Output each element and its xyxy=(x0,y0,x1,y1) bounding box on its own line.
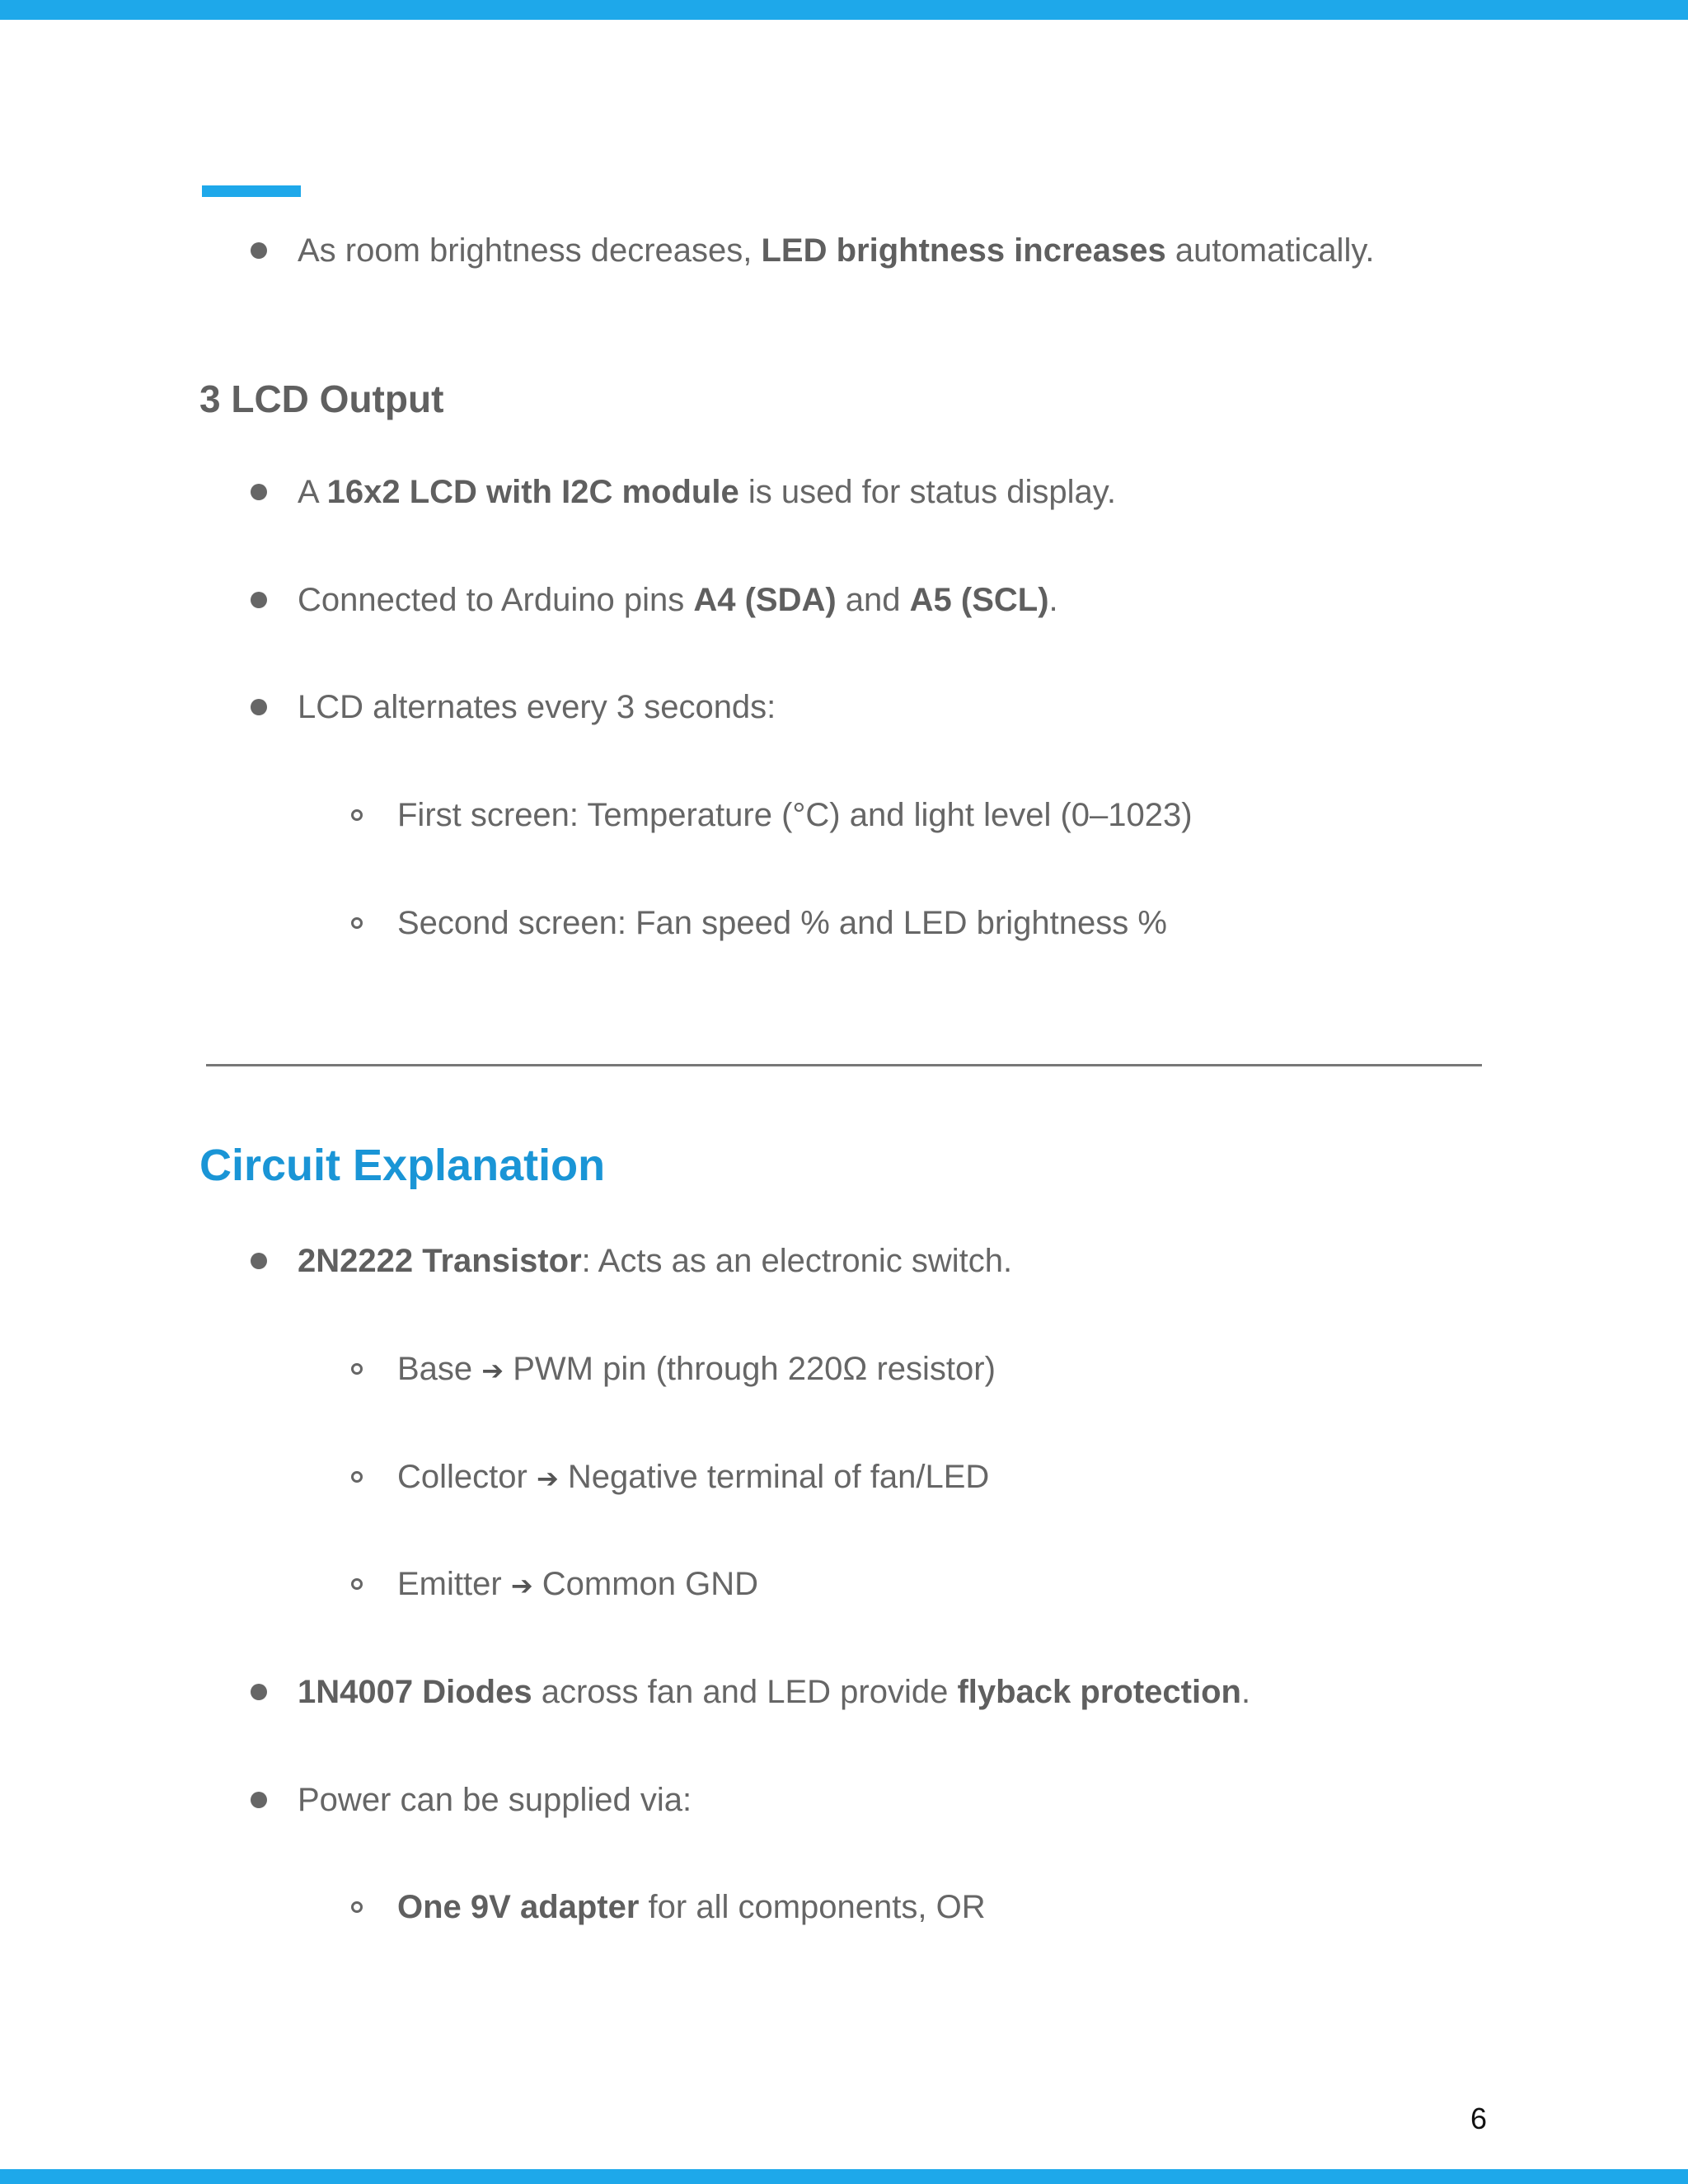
list-item: 2N2222 Transistor: Acts as an electronic switch. xyxy=(298,1243,1013,1279)
list-item: 1N4007 Diodes across fan and LED provide flyback protection. xyxy=(298,1674,1251,1710)
sub-bullet-icon xyxy=(351,1901,363,1913)
sub-list-item: Second screen: Fan speed % and LED brightness % xyxy=(397,905,1167,941)
sub-list-item: One 9V adapter for all components, OR xyxy=(397,1889,986,1925)
arrow-right-icon: ➔ xyxy=(510,1571,533,1601)
sub-bullet-icon xyxy=(351,809,363,821)
list-item: LCD alternates every 3 seconds: xyxy=(298,689,776,725)
section-heading: Circuit Explanation xyxy=(199,1141,606,1190)
sub-bullet-icon xyxy=(351,1578,363,1590)
sub-bullet-icon xyxy=(351,1363,363,1375)
list-item: As room brightness decreases, LED brightness increases automatically. xyxy=(298,232,1375,269)
sub-list-item: Emitter ➔ Common GND xyxy=(397,1566,759,1602)
section-subheading: 3 LCD Output xyxy=(199,377,444,420)
bullet-icon xyxy=(251,1792,267,1808)
sub-list-item: Base ➔ PWM pin (through 220Ω resistor) xyxy=(397,1351,996,1387)
list-item: Power can be supplied via: xyxy=(298,1782,692,1818)
sub-list-item: Collector ➔ Negative terminal of fan/LED xyxy=(397,1459,990,1495)
sub-bullet-icon xyxy=(351,1471,363,1483)
bullet-icon xyxy=(251,1253,267,1269)
page-number: 6 xyxy=(1470,2102,1488,2135)
accent-dash xyxy=(202,185,301,197)
bullet-icon xyxy=(251,242,267,259)
list-item: Connected to Arduino pins A4 (SDA) and A5 (SCL). xyxy=(298,582,1058,618)
arrow-right-icon: ➔ xyxy=(481,1356,504,1385)
top-accent-bar xyxy=(0,0,1688,20)
sub-bullet-icon xyxy=(351,917,363,929)
bottom-accent-bar xyxy=(0,2169,1688,2184)
sub-list-item: First screen: Temperature (°C) and light level (0–1023) xyxy=(397,797,1193,833)
horizontal-divider xyxy=(206,1064,1482,1066)
arrow-right-icon: ➔ xyxy=(536,1464,559,1493)
bullet-icon xyxy=(251,699,267,715)
list-item: A 16x2 LCD with I2C module is used for status display. xyxy=(298,474,1116,510)
bullet-icon xyxy=(251,1684,267,1700)
bullet-icon xyxy=(251,484,267,500)
bullet-icon xyxy=(251,592,267,608)
